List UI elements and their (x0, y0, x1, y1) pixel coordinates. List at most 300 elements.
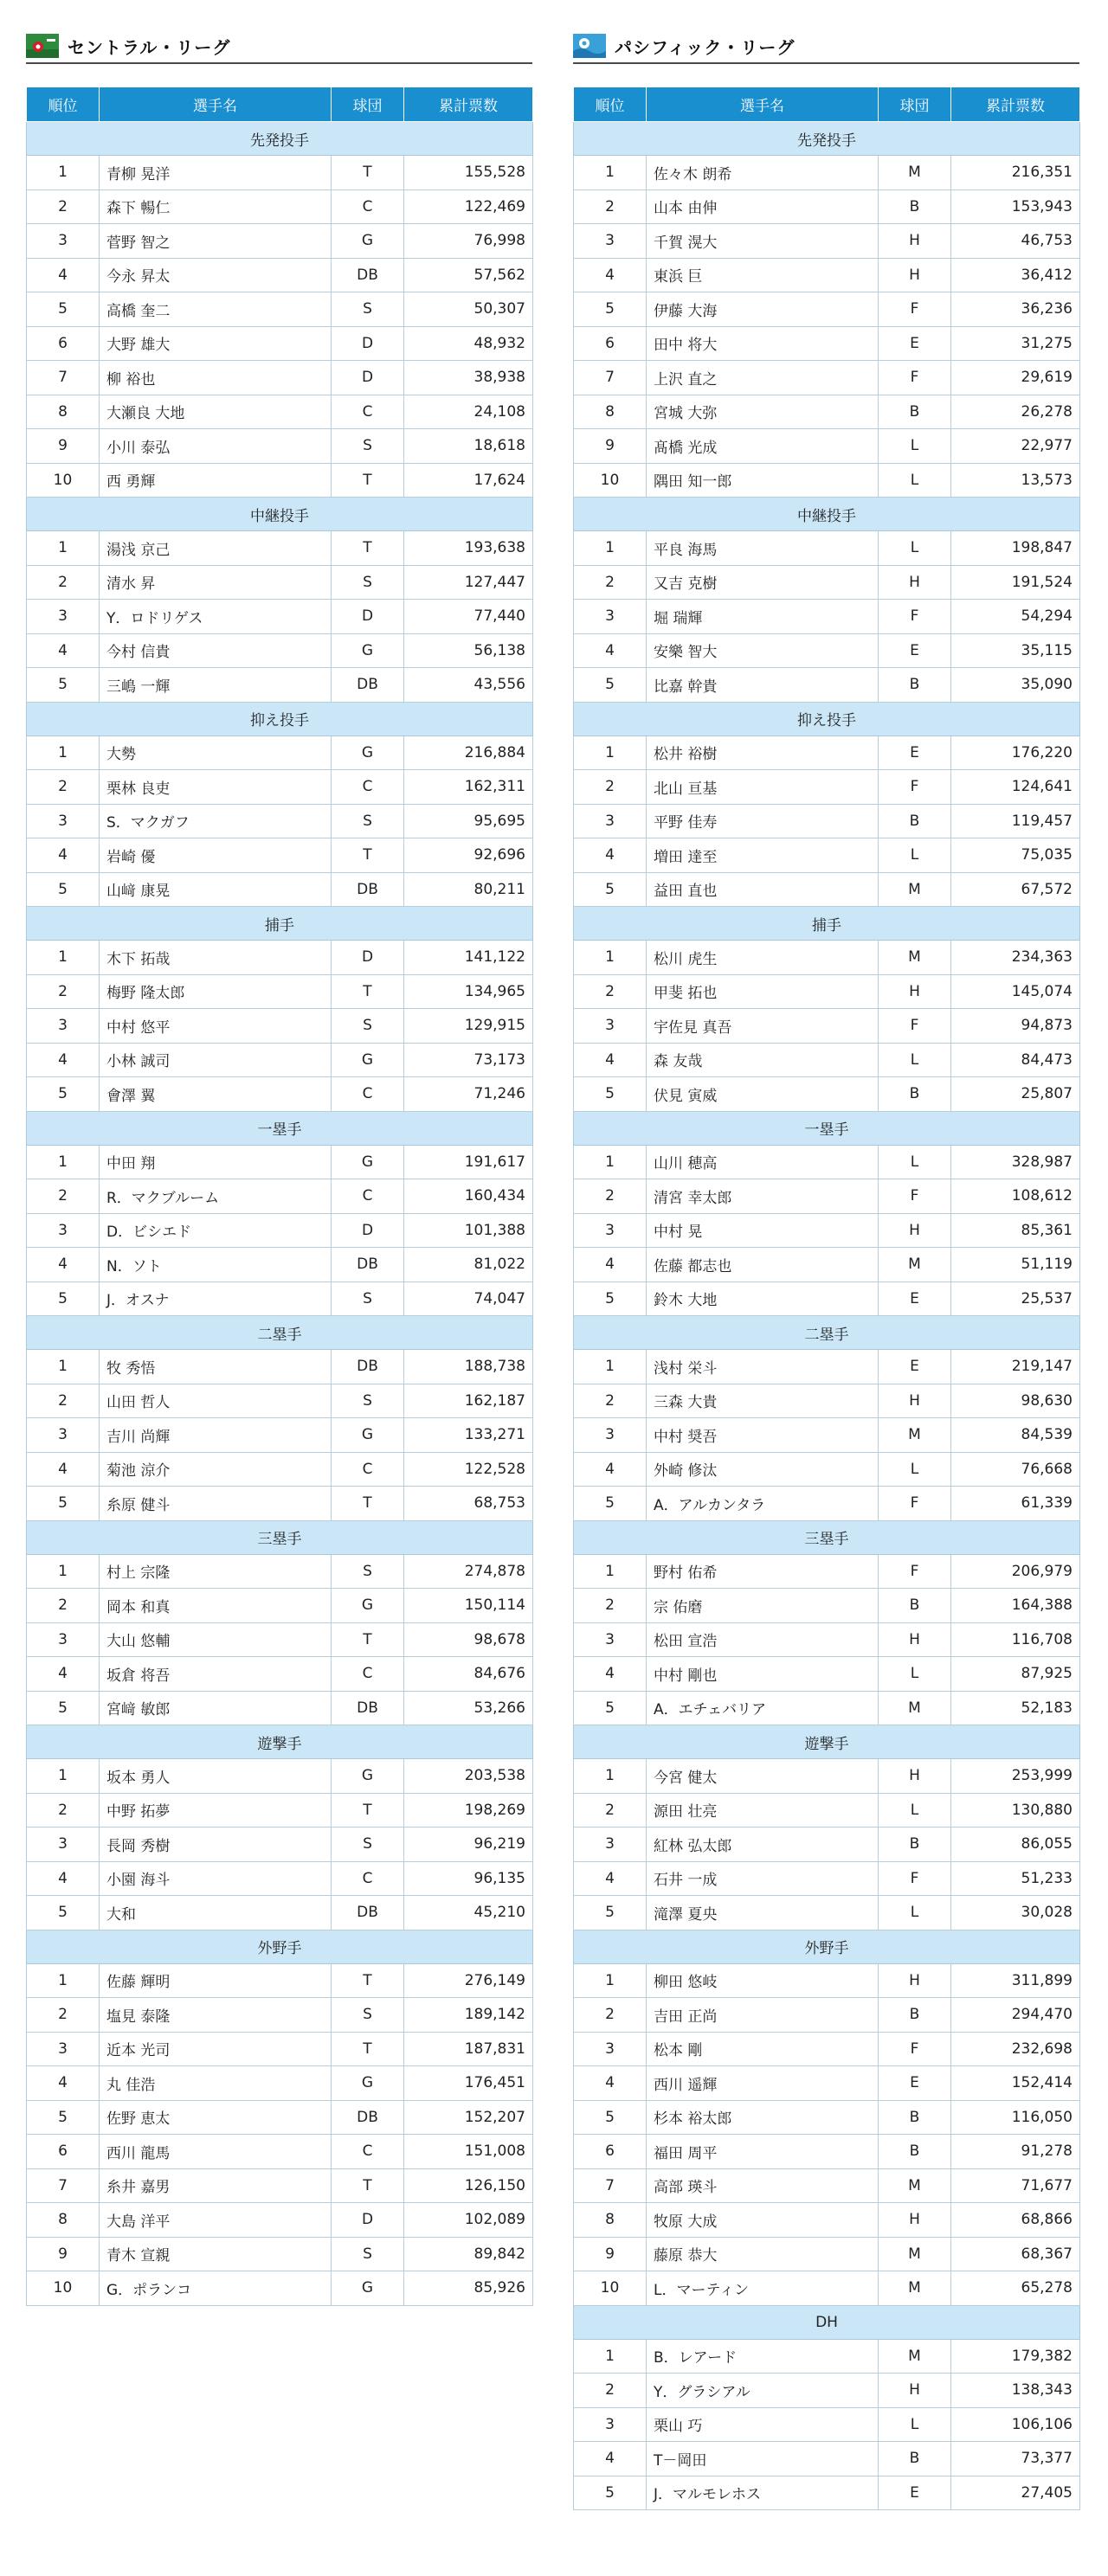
table-row (27, 1452, 533, 1487)
votes-cell: 216,884 (404, 736, 533, 770)
team-cell: S (332, 1998, 404, 2033)
player-name-cell: 小園 海斗 (100, 1861, 332, 1896)
player-name-cell: 福田 周平 (647, 2135, 879, 2169)
central-league-panel (26, 29, 532, 2306)
team-cell: B (879, 1589, 951, 1623)
team-cell: H (879, 1963, 951, 1998)
votes-cell: 294,470 (951, 1998, 1080, 2033)
rank-cell: 5 (574, 2476, 647, 2510)
position-section-title: DH (574, 2305, 1080, 2339)
team-cell: T (332, 974, 404, 1009)
votes-cell: 153,943 (951, 190, 1080, 224)
table-row (574, 1759, 1080, 1794)
team-cell: B (879, 395, 951, 429)
team-cell: G (332, 1589, 404, 1623)
player-name-cell: Y．グラシアル (647, 2374, 879, 2408)
team-cell: E (879, 1282, 951, 1316)
table-row (27, 1248, 533, 1282)
team-cell: F (879, 1861, 951, 1896)
table-row (574, 838, 1080, 873)
table-row (574, 2032, 1080, 2066)
position-section-row (27, 907, 533, 941)
player-name-cell: 大勢 (100, 736, 332, 770)
table-row (574, 2237, 1080, 2271)
rank-cell: 9 (574, 2237, 647, 2271)
votes-cell: 219,147 (951, 1350, 1080, 1384)
team-cell: C (332, 2135, 404, 2169)
votes-cell: 133,271 (404, 1418, 533, 1453)
table-row (574, 2100, 1080, 2135)
table-row (27, 838, 533, 873)
table-row (27, 1043, 533, 1077)
rank-cell: 3 (574, 1622, 647, 1657)
table-row (574, 2407, 1080, 2442)
team-cell: B (879, 2100, 951, 2135)
votes-cell: 96,135 (404, 1861, 533, 1896)
player-name-cell: 佐野 恵太 (100, 2100, 332, 2135)
rank-cell: 5 (27, 2100, 100, 2135)
rank-cell: 4 (574, 2066, 647, 2101)
rank-cell: 1 (574, 1350, 647, 1384)
pacific-league-logo-icon (573, 34, 606, 58)
team-cell: G (332, 1759, 404, 1794)
table-row (574, 2339, 1080, 2374)
votes-cell: 152,414 (951, 2066, 1080, 2101)
table-row (574, 1009, 1080, 1044)
player-name-cell: 木下 拓哉 (100, 941, 332, 975)
team-cell: F (879, 292, 951, 327)
team-cell: T (332, 1793, 404, 1828)
rank-cell: 3 (27, 1418, 100, 1453)
table-row (27, 2135, 533, 2169)
rank-cell: 5 (27, 292, 100, 327)
player-name-cell: R．マクブルーム (100, 1179, 332, 1214)
team-cell: B (879, 1998, 951, 2033)
rank-cell: 2 (27, 565, 100, 600)
rank-cell: 1 (27, 941, 100, 975)
team-cell: L (879, 1896, 951, 1930)
votes-cell: 108,612 (951, 1179, 1080, 1214)
player-name-cell: 伏見 寅威 (647, 1077, 879, 1112)
table-row (27, 668, 533, 703)
player-name-cell: 伊藤 大海 (647, 292, 879, 327)
league-title: セントラル・リーグ (68, 36, 231, 58)
votes-cell: 276,149 (404, 1963, 533, 1998)
votes-cell: 189,142 (404, 1998, 533, 2033)
table-row (574, 224, 1080, 259)
rank-cell: 3 (27, 2032, 100, 2066)
player-name-cell: 松川 虎生 (647, 941, 879, 975)
player-name-cell: J．オスナ (100, 1282, 332, 1316)
table-row (27, 1896, 533, 1930)
player-name-cell: 柳田 悠岐 (647, 1963, 879, 1998)
player-name-cell: 中村 奨吾 (647, 1418, 879, 1453)
rank-cell: 7 (574, 2168, 647, 2203)
position-section-row (574, 122, 1080, 156)
player-name-cell: T－岡田 (647, 2442, 879, 2476)
player-name-cell: 牧 秀悟 (100, 1350, 332, 1384)
votes-cell: 84,676 (404, 1657, 533, 1692)
position-section-title: 二塁手 (27, 1316, 533, 1350)
team-cell: M (879, 1691, 951, 1725)
player-name-cell: 三嶋 一輝 (100, 668, 332, 703)
votes-cell: 127,447 (404, 565, 533, 600)
team-cell: G (332, 1043, 404, 1077)
rank-cell: 2 (574, 565, 647, 600)
rank-cell: 6 (574, 326, 647, 361)
team-cell: C (332, 1657, 404, 1692)
player-name-column-header: 選手名 (100, 87, 332, 122)
rank-cell: 5 (27, 1691, 100, 1725)
team-cell: L (879, 1145, 951, 1179)
player-name-cell: 今宮 健太 (647, 1759, 879, 1794)
team-cell: L (879, 531, 951, 566)
team-cell: T (332, 838, 404, 873)
rank-cell: 2 (574, 1589, 647, 1623)
votes-cell: 36,412 (951, 258, 1080, 292)
rank-cell: 5 (574, 2100, 647, 2135)
votes-cell: 68,367 (951, 2237, 1080, 2271)
rank-cell: 2 (27, 1793, 100, 1828)
player-name-cell: 今村 信貴 (100, 633, 332, 668)
team-cell: L (879, 1452, 951, 1487)
team-cell: H (879, 1213, 951, 1248)
position-section-title: 三塁手 (574, 1520, 1080, 1554)
player-name-cell: 滝澤 夏央 (647, 1896, 879, 1930)
team-cell: H (879, 2203, 951, 2238)
team-cell: E (879, 1350, 951, 1384)
table-row (27, 1145, 533, 1179)
rank-cell: 6 (27, 326, 100, 361)
table-row (27, 770, 533, 805)
rank-cell: 2 (574, 1998, 647, 2033)
rank-cell: 4 (574, 1657, 647, 1692)
team-cell: B (879, 804, 951, 838)
table-row (27, 736, 533, 770)
team-cell: E (879, 633, 951, 668)
player-name-cell: 小川 泰弘 (100, 429, 332, 464)
table-row (27, 190, 533, 224)
votes-cell: 50,307 (404, 292, 533, 327)
rank-column-header: 順位 (27, 87, 100, 122)
position-section-title: 外野手 (574, 1930, 1080, 1963)
rank-cell: 1 (27, 156, 100, 190)
votes-cell: 48,932 (404, 326, 533, 361)
player-name-cell: 甲斐 拓也 (647, 974, 879, 1009)
table-row (27, 1213, 533, 1248)
rank-cell: 5 (27, 668, 100, 703)
table-row (574, 1145, 1080, 1179)
player-name-cell: 石井 一成 (647, 1861, 879, 1896)
table-row (27, 1657, 533, 1692)
votes-cell: 187,831 (404, 2032, 533, 2066)
votes-cell: 138,343 (951, 2374, 1080, 2408)
rank-cell: 6 (27, 2135, 100, 2169)
player-name-cell: 髙橋 光成 (647, 429, 879, 464)
table-row (574, 1452, 1080, 1487)
table-row (27, 156, 533, 190)
votes-cell: 76,668 (951, 1452, 1080, 1487)
votes-cell: 119,457 (951, 804, 1080, 838)
table-row (574, 1963, 1080, 1998)
table-row (574, 463, 1080, 498)
player-name-cell: 糸原 健斗 (100, 1487, 332, 1521)
team-cell: T (332, 1622, 404, 1657)
player-name-cell: 西川 龍馬 (100, 2135, 332, 2169)
player-name-cell: 清水 昇 (100, 565, 332, 600)
player-name-cell: D．ビシエド (100, 1213, 332, 1248)
rank-cell: 4 (574, 633, 647, 668)
position-section-title: 捕手 (574, 907, 1080, 941)
table-row (574, 1554, 1080, 1589)
team-cell: F (879, 770, 951, 805)
rank-cell: 3 (27, 224, 100, 259)
rank-cell: 5 (574, 292, 647, 327)
player-name-cell: 岡本 和真 (100, 1589, 332, 1623)
votes-cell: 122,469 (404, 190, 533, 224)
votes-cell: 198,269 (404, 1793, 533, 1828)
rank-cell: 3 (27, 1213, 100, 1248)
team-cell: M (879, 2237, 951, 2271)
votes-cell: 51,119 (951, 1248, 1080, 1282)
team-cell: G (332, 1418, 404, 1453)
votes-cell: 188,738 (404, 1350, 533, 1384)
team-cell: B (879, 1828, 951, 1862)
votes-cell: 80,211 (404, 872, 533, 907)
player-name-cell: 大島 洋平 (100, 2203, 332, 2238)
position-section-title: 抑え投手 (27, 702, 533, 736)
table-row (27, 1487, 533, 1521)
votes-cell: 203,538 (404, 1759, 533, 1794)
votes-cell: 102,089 (404, 2203, 533, 2238)
player-name-cell: 山﨑 康晃 (100, 872, 332, 907)
table-row (27, 1998, 533, 2033)
player-name-cell: 堀 瑞輝 (647, 600, 879, 634)
team-cell: DB (332, 872, 404, 907)
team-cell: H (879, 1622, 951, 1657)
team-cell: L (879, 429, 951, 464)
team-cell: DB (332, 258, 404, 292)
votes-cell: 89,842 (404, 2237, 533, 2271)
rank-cell: 5 (27, 1077, 100, 1112)
votes-cell: 61,339 (951, 1487, 1080, 1521)
rank-cell: 10 (574, 463, 647, 498)
team-cell: M (879, 872, 951, 907)
rank-cell: 2 (27, 770, 100, 805)
team-cell: S (332, 1554, 404, 1589)
votes-cell: 95,695 (404, 804, 533, 838)
team-cell: F (879, 1009, 951, 1044)
table-row (574, 1179, 1080, 1214)
player-name-cell: 岩崎 優 (100, 838, 332, 873)
team-cell: S (332, 2237, 404, 2271)
team-cell: T (332, 156, 404, 190)
votes-cell: 328,987 (951, 1145, 1080, 1179)
team-cell: B (879, 1077, 951, 1112)
table-row (574, 190, 1080, 224)
player-name-cell: 長岡 秀樹 (100, 1828, 332, 1862)
votes-cell: 22,977 (951, 429, 1080, 464)
votes-cell: 152,207 (404, 2100, 533, 2135)
position-section-title: 三塁手 (27, 1520, 533, 1554)
votes-cell: 81,022 (404, 1248, 533, 1282)
table-row (574, 941, 1080, 975)
player-name-cell: 上沢 直之 (647, 361, 879, 395)
position-section-row (574, 2305, 1080, 2339)
table-row (27, 531, 533, 566)
table-row (574, 429, 1080, 464)
votes-cell: 164,388 (951, 1589, 1080, 1623)
player-name-cell: 森下 暢仁 (100, 190, 332, 224)
table-row (27, 1963, 533, 1998)
table-row (27, 395, 533, 429)
votes-cell: 17,624 (404, 463, 533, 498)
table-header-row (27, 87, 533, 122)
table-row (574, 1896, 1080, 1930)
team-cell: G (332, 2066, 404, 2101)
player-name-cell: 栗林 良吏 (100, 770, 332, 805)
table-row (574, 2476, 1080, 2510)
player-name-cell: 柳 裕也 (100, 361, 332, 395)
player-name-cell: S．マクガフ (100, 804, 332, 838)
rank-cell: 4 (574, 838, 647, 873)
votes-cell: 145,074 (951, 974, 1080, 1009)
player-name-cell: 三森 大貴 (647, 1384, 879, 1418)
player-name-cell: 大瀬良 大地 (100, 395, 332, 429)
team-cell: E (879, 736, 951, 770)
team-cell: M (879, 2271, 951, 2306)
position-section-row (27, 122, 533, 156)
table-row (27, 2203, 533, 2238)
table-row (27, 565, 533, 600)
votes-cell: 130,880 (951, 1793, 1080, 1828)
rank-cell: 4 (574, 2442, 647, 2476)
position-section-title: 中継投手 (574, 498, 1080, 531)
team-cell: M (879, 2168, 951, 2203)
player-name-cell: B．レアード (647, 2339, 879, 2374)
team-cell: M (879, 1418, 951, 1453)
rank-cell: 9 (27, 2237, 100, 2271)
votes-cell: 176,220 (951, 736, 1080, 770)
rank-cell: 9 (574, 429, 647, 464)
votes-cell: 311,899 (951, 1963, 1080, 1998)
team-cell: B (879, 2135, 951, 2169)
votes-cell: 25,807 (951, 1077, 1080, 1112)
votes-cell: 85,361 (951, 1213, 1080, 1248)
rank-cell: 3 (574, 1213, 647, 1248)
player-name-cell: G．ポランコ (100, 2271, 332, 2306)
table-row (574, 1213, 1080, 1248)
votes-cell: 67,572 (951, 872, 1080, 907)
player-name-cell: A．アルカンタラ (647, 1487, 879, 1521)
player-name-cell: 今永 昇太 (100, 258, 332, 292)
rank-cell: 5 (27, 1896, 100, 1930)
position-section-title: 抑え投手 (574, 702, 1080, 736)
position-section-title: 一塁手 (27, 1111, 533, 1145)
table-row (574, 258, 1080, 292)
player-name-cell: 糸井 嘉男 (100, 2168, 332, 2203)
table-row (27, 2066, 533, 2101)
votes-cell: 162,311 (404, 770, 533, 805)
team-cell: B (879, 190, 951, 224)
rank-cell: 5 (27, 872, 100, 907)
rank-cell: 5 (574, 872, 647, 907)
votes-cell: 30,028 (951, 1896, 1080, 1930)
rank-cell: 4 (27, 1657, 100, 1692)
votes-cell: 13,573 (951, 463, 1080, 498)
player-name-cell: 宮城 大弥 (647, 395, 879, 429)
player-name-cell: Y．ロドリゲス (100, 600, 332, 634)
rank-cell: 1 (574, 2339, 647, 2374)
player-name-cell: 丸 佳浩 (100, 2066, 332, 2101)
rank-cell: 1 (27, 1554, 100, 1589)
votes-cell: 31,275 (951, 326, 1080, 361)
rank-cell: 2 (27, 1384, 100, 1418)
team-cell: D (332, 361, 404, 395)
team-cell: E (879, 2066, 951, 2101)
position-section-title: 遊撃手 (27, 1725, 533, 1759)
player-name-cell: 坂本 勇人 (100, 1759, 332, 1794)
votes-cell: 36,236 (951, 292, 1080, 327)
rank-cell: 5 (574, 1077, 647, 1112)
rank-cell: 5 (574, 668, 647, 703)
votes-cell: 46,753 (951, 224, 1080, 259)
team-cell: S (332, 804, 404, 838)
table-row (574, 531, 1080, 566)
table-row (574, 1657, 1080, 1692)
team-cell: C (332, 1861, 404, 1896)
team-cell: D (332, 941, 404, 975)
table-row (574, 1282, 1080, 1316)
team-cell: M (879, 941, 951, 975)
central-league-rows (27, 122, 533, 2306)
rank-cell: 7 (27, 2168, 100, 2203)
player-name-cell: 増田 達至 (647, 838, 879, 873)
table-row (27, 2100, 533, 2135)
player-name-cell: 源田 壮亮 (647, 1793, 879, 1828)
team-cell: F (879, 600, 951, 634)
team-cell: T (332, 531, 404, 566)
rank-cell: 3 (27, 600, 100, 634)
rank-cell: 4 (27, 1452, 100, 1487)
table-row (574, 1384, 1080, 1418)
player-name-cell: 宇佐見 真吾 (647, 1009, 879, 1044)
table-row (574, 668, 1080, 703)
votes-cell: 124,641 (951, 770, 1080, 805)
votes-cell: 232,698 (951, 2032, 1080, 2066)
team-cell: F (879, 2032, 951, 2066)
player-name-cell: 安樂 智大 (647, 633, 879, 668)
votes-cell: 18,618 (404, 429, 533, 464)
team-cell: D (332, 600, 404, 634)
player-name-cell: 田中 将大 (647, 326, 879, 361)
rank-cell: 4 (27, 258, 100, 292)
votes-cell: 234,363 (951, 941, 1080, 975)
rank-cell: 5 (27, 1282, 100, 1316)
votes-cell: 106,106 (951, 2407, 1080, 2442)
table-row (574, 1998, 1080, 2033)
player-name-cell: 中野 拓夢 (100, 1793, 332, 1828)
table-row (574, 2271, 1080, 2306)
votes-cell: 57,562 (404, 258, 533, 292)
table-row (27, 326, 533, 361)
player-name-cell: 紅林 弘太郎 (647, 1828, 879, 1862)
team-cell: G (332, 2271, 404, 2306)
player-name-cell: A．エチェバリア (647, 1691, 879, 1725)
position-section-row (27, 702, 533, 736)
table-row (27, 1828, 533, 1862)
player-name-cell: 菅野 智之 (100, 224, 332, 259)
